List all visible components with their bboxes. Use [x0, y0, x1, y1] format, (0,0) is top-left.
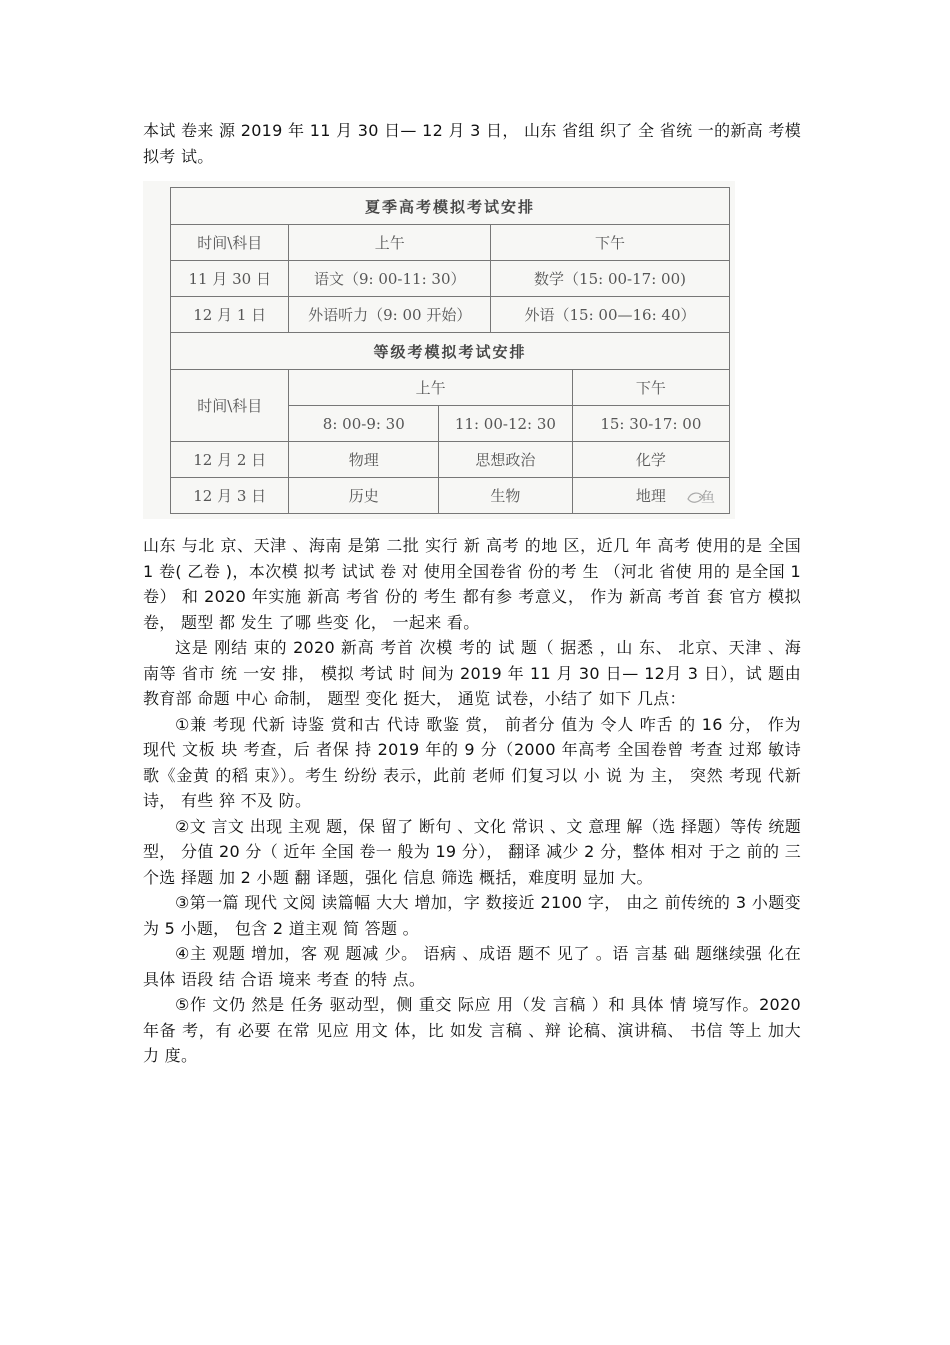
watermark-char: 鱼 [701, 490, 715, 506]
paragraph-6: ④主 观题 增加，客 观 题减 少。 语病 、成语 题不 见了 。语 言基 础 题继续强 化在 具体 语段 结 合语 境来 考查 的特 点。 [143, 944, 801, 989]
paragraph-5: ③第一篇 现代 文阅 读篇幅 大大 增加，字 数接近 2100 字， 由之 前传统的 3 小题变 为 5 小题， 包含 2 道主观 简 答题 。 [143, 893, 801, 938]
table-row [171, 442, 730, 478]
paragraph-7: ⑤作 文仍 然是 任务 驱动型，侧 重交 际应 用（发 言稿 ）和 具体 情 境写作。2020 年备 考，有 必要 在常 见应 用文 体，比 如发 言稿 、辩 论稿、演讲稿、 书信 等上 加大 力 度。 [143, 995, 801, 1065]
grade-time-2: 11: 00-12: 30 [439, 406, 573, 442]
paragraph-1: 山东 与北 京、天津 、海南 是第 二批 实行 新 高考 的地 区，近几 年 高考 使用的是 全国 1 卷( 乙卷 )，本次模 拟考 试试 卷 对 使用全国卷省 份的考 生 （河北 省使 用的 是全国 1 卷） 和 2020 年实施 新高 考省 份的 考生 都有参 考意义， 作为 新高 考首 套 官方 模拟 卷， 题型 都 发生 了哪 些变 化， 一起来 看。 [143, 536, 801, 632]
watermark-logo [701, 487, 735, 513]
summer-row2-date: 12 月 1 日 [171, 297, 289, 333]
intro-paragraph: 本试 卷来 源 2019 年 11 月 30 日— 12 月 3 日， 山东 省组 织了 全 省统 一的新高 考模 拟考 试。 [143, 121, 801, 166]
grade-row1-s3: 化学 [572, 442, 729, 478]
grade-row1-s2: 思想政治 [439, 442, 573, 478]
summer-row2-am: 外语听力（9: 00 开始） [289, 297, 491, 333]
summer-header-pm: 下午 [491, 225, 730, 261]
paragraph-2: 这是 刚结 束的 2020 新高 考首 次模 考的 试 题（ 据悉 ，山 东、 北京、天津 、海 南等 省市 统 一安 排， 模拟 考试 时 间为 2019 年 11 月 30 日— 12月 3 日），试 题由 教育部 命题 中心 命制， 题型 变化 挺大， 通览 试卷，小结了 如下 几点： [143, 638, 801, 708]
schedule-image [143, 181, 735, 519]
table-row [171, 478, 730, 514]
summer-header-time: 时间\科目 [171, 225, 289, 261]
grade-table-title: 等级考模拟考试安排 [171, 333, 730, 370]
grade-time-1: 8: 00-9: 30 [289, 406, 439, 442]
table-row [171, 297, 730, 333]
grade-header-time: 时间\科目 [171, 370, 289, 442]
summer-table-title: 夏季高考模拟考试安排 [171, 188, 730, 225]
grade-time-3: 15: 30-17: 00 [572, 406, 729, 442]
summer-row1-am: 语文（9: 00-11: 30） [289, 261, 491, 297]
grade-header-am: 上午 [289, 370, 572, 406]
grade-header-pm: 下午 [572, 370, 729, 406]
grade-row2-s3: 地理 [572, 478, 729, 514]
summer-row1-pm: 数学（15: 00-17: 00) [491, 261, 730, 297]
summer-row2-pm: 外语（15: 00—16: 40） [491, 297, 730, 333]
grade-row1-date: 12 月 2 日 [171, 442, 289, 478]
document-page [143, 118, 801, 1069]
watermark-icon [685, 487, 707, 509]
grade-row1-s1: 物理 [289, 442, 439, 478]
grade-row2-s1: 历史 [289, 478, 439, 514]
table-row [171, 261, 730, 297]
summer-row1-date: 11 月 30 日 [171, 261, 289, 297]
paragraph-4: ②文 言文 出现 主观 题，保 留了 断句 、文化 常识 、文 意理 解（选 择题）等传 统题 型， 分值 20 分（ 近年 全国 卷一 般为 19 分）， 翻译 减少 2 分，整体 相对 于之 前的 三 个选 择题 加 2 小题 翻 译题，强化 信息 筛选 概括，难度明 显加 大。 [143, 816, 801, 887]
grade-row2-s2: 生物 [439, 478, 573, 514]
schedule-table [170, 187, 730, 514]
paragraph-3: ①兼 考现 代新 诗鉴 赏和古 代诗 歌鉴 赏， 前者分 值为 令人 咋舌 的 16 分， 作为 现代 文板 块 考查，后 者保 持 2019 年的 9 分（2000 年高考 全国卷曾 考查 过郑 敏诗 歌《金黄 的稻 束》）。考生 纷纷 表示，此前 老师 们复习以 小 说 为 主， 突然 考现 代新 诗， 有些 猝 不及 防。 [143, 714, 801, 810]
grade-row2-date: 12 月 3 日 [171, 478, 289, 514]
summer-header-am: 上午 [289, 225, 491, 261]
